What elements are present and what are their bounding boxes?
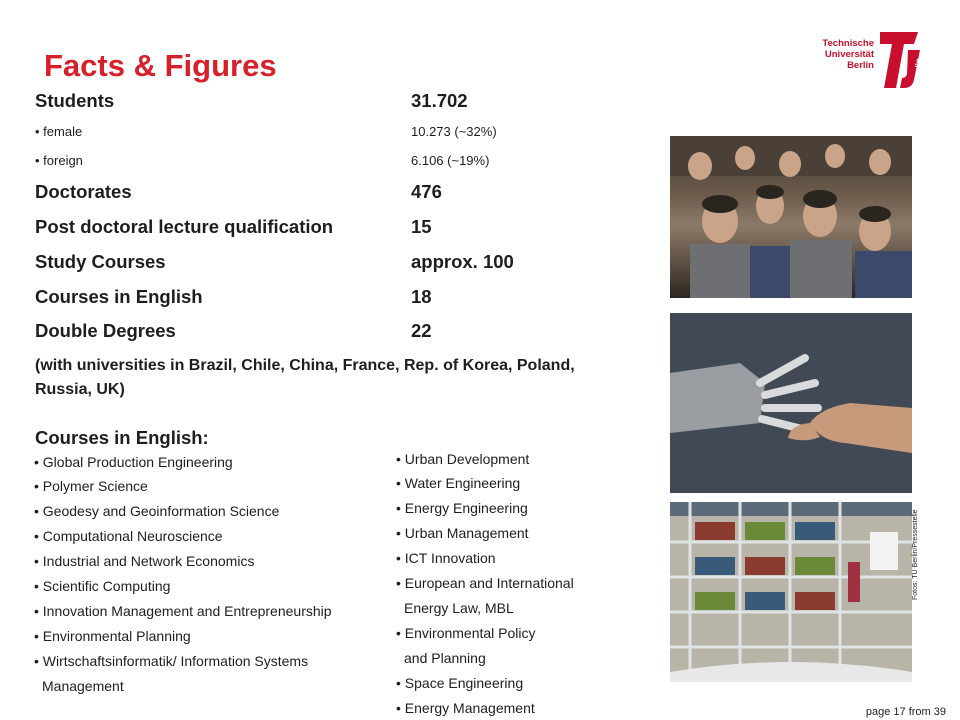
students-value: 31.702 bbox=[411, 90, 468, 111]
lecture-hall-photo bbox=[670, 136, 912, 298]
course-item-continued: Energy Law, MBL bbox=[404, 600, 514, 616]
course-item: • Water Engineering bbox=[396, 475, 521, 491]
course-item: • Wirtschaftsinformatik/ Information Systems bbox=[34, 653, 309, 669]
logo-line-2: Universität bbox=[824, 49, 874, 60]
foreign-value: 6.106 (~19%) bbox=[411, 153, 490, 168]
doctorates-value: 476 bbox=[411, 181, 442, 202]
course-item: • Urban Development bbox=[396, 451, 530, 467]
postdoc-value: 15 bbox=[411, 216, 432, 237]
students-label: Students bbox=[35, 90, 115, 111]
course-item-continued: Management bbox=[42, 678, 124, 694]
course-item: • Geodesy and Geoinformation Science bbox=[34, 503, 280, 519]
course-item: • ICT Innovation bbox=[396, 550, 496, 566]
course-item: • Space Engineering bbox=[396, 675, 524, 691]
logo-mark-text: berlin bbox=[914, 58, 923, 80]
course-item: • Global Production Engineering bbox=[34, 454, 233, 470]
tu-logo-mark-icon bbox=[878, 30, 924, 90]
study-courses-label: Study Courses bbox=[35, 251, 166, 272]
course-item: • Urban Management bbox=[396, 525, 529, 541]
foreign-label: • foreign bbox=[35, 153, 83, 168]
course-item-continued: and Planning bbox=[404, 650, 486, 666]
photo-credit: Fotos: TU Berlin/Pressestelle bbox=[912, 509, 919, 600]
double-degrees-note: (with universities in Brazil, Chile, China, France, Rep. of Korea, Poland, Russia, UK) bbox=[35, 357, 575, 398]
double-degrees-label: Double Degrees bbox=[35, 320, 176, 341]
page-title: Facts & Figures bbox=[44, 48, 277, 83]
page-number: page 17 from 39 bbox=[865, 706, 946, 718]
tu-berlin-logo bbox=[812, 30, 924, 100]
doctorates-label: Doctorates bbox=[35, 181, 132, 202]
course-item: • Energy Management bbox=[396, 700, 535, 716]
course-item: • Environmental Planning bbox=[34, 628, 191, 644]
course-item: • Environmental Policy bbox=[396, 625, 536, 641]
female-label: • female bbox=[35, 124, 83, 139]
logo-line-1: Technische bbox=[822, 38, 874, 49]
course-item: • Innovation Management and Entrepreneurship bbox=[34, 603, 332, 619]
course-item: • Energy Engineering bbox=[396, 500, 528, 516]
logo-line-3: Berlin bbox=[847, 60, 874, 71]
course-item: • Computational Neuroscience bbox=[34, 528, 223, 544]
postdoc-label: Post doctoral lecture qualification bbox=[35, 216, 334, 237]
courses-heading: Courses in English: bbox=[35, 427, 209, 448]
robot-hand-photo bbox=[670, 313, 912, 493]
course-item: • Scientific Computing bbox=[34, 578, 171, 594]
courses-english-value: 18 bbox=[411, 286, 432, 307]
library-photo bbox=[670, 502, 912, 682]
course-item: • Industrial and Network Economics bbox=[34, 553, 255, 569]
study-courses-value: approx. 100 bbox=[411, 251, 514, 272]
courses-english-label: Courses in English bbox=[35, 286, 203, 307]
course-item: • European and International bbox=[396, 575, 574, 591]
female-value: 10.273 (~32%) bbox=[411, 124, 497, 139]
course-item: • Polymer Science bbox=[34, 478, 148, 494]
double-degrees-value: 22 bbox=[411, 320, 432, 341]
